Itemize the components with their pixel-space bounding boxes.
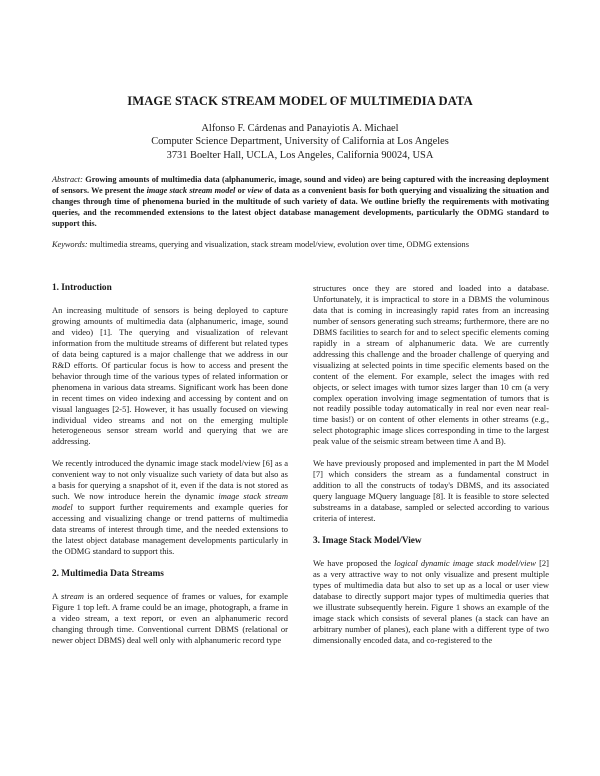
left-column	[52, 282, 288, 657]
paragraph-text: is an ordered sequence of frames or values, for example Figure 1 top left. A frame could be an image, photograph, a frame in a video stream, a text report, or even an alphanumeric record changing through time. Conventional current DBMS (relational or newer object DBMS) deal well only with alphanumeric record type	[52, 590, 288, 645]
section-heading-image-stack: 3. Image Stack Model/View	[313, 536, 422, 547]
paragraph-text: to support further requirements and example queries for accessing and visualizing change or trend patterns of multimedia data streams of interest through time, and the needed extensions to the latest object database management developments particularly in the ODMG standard to support this.	[52, 502, 288, 557]
abstract-emphasis: image stack stream model	[146, 186, 236, 196]
author-names: Alfonso F. Cárdenas and Panayiotis A. Michael	[201, 123, 399, 134]
abstract-label: Abstract:	[52, 175, 83, 184]
paragraph-emphasis: logical dynamic image stack model/view	[394, 558, 536, 569]
keywords-label: Keywords:	[52, 240, 88, 249]
paragraph-text: We have proposed the	[313, 558, 395, 569]
paragraph-emphasis: stream	[61, 590, 84, 601]
abstract-text: or	[235, 186, 248, 196]
keywords	[52, 239, 552, 250]
author-affiliation: Computer Science Department, University of California at Los Angeles	[151, 136, 449, 148]
paragraph	[52, 458, 288, 557]
abstract-emphasis: view	[247, 186, 263, 196]
keywords-text: multimedia streams, querying and visualization, stack stream model/view, evolution over time, ODMG extensions	[87, 240, 469, 249]
abstract-text: Growing amounts of multimedia data (alphanumeric, image, sound and video) are being captured with the increasing deployment of sensors. We present the	[52, 175, 549, 196]
paragraph	[52, 591, 288, 646]
right-column	[313, 283, 549, 657]
paragraph-emphasis: image stack stream model	[52, 491, 289, 513]
paragraph-text: We recently introduced the dynamic image stack model/view [6] as a convenient way to not only visualize such variety of data but also as a basis for querying a snapshot of it, even if the data is not stored as such. We now introduce herein the dynamic	[52, 458, 288, 502]
paragraph	[313, 558, 549, 646]
paragraph: We have previously proposed and implemented in part the M Model [7] which considers the stream as a fundamental construct in addition to all the constructs of today's DBMS, and its associated query language MQuery language [8]. It is feasible to store selected substreams in a database, sampled or selected according to various criteria of interest.	[313, 458, 549, 524]
section-heading-introduction: 1. Introduction	[52, 283, 112, 293]
author-address: 3731 Boelter Hall, UCLA, Los Angeles, California 90024, USA	[166, 149, 434, 161]
abstract	[52, 174, 549, 229]
paper-title: IMAGE STACK STREAM MODEL OF MULTIMEDIA DATA	[127, 94, 473, 108]
paragraph: An increasing multitude of sensors is being deployed to capture growing amounts of multimedia data (alphanumeric, image, sound and video) [1]. The querying and visualization of relevant information from the multitude streams of different but related types of data being captured is a major challenge that we address in our R&D efforts. Of particular focus is how to access and present the behavior through time of the various types of related information or phenomena in various data streams. Significant work has been done in recent times on video indexing and accessing by content and on visual languages [2-5]. However, it has usually focused on viewing individual video streams and not on the emerging multiple heterogeneous sensor stream world and querying that we are addressing.	[52, 305, 288, 447]
paragraph-text: [2] as a very attractive way to not only visualize and present multiple types of multimedia data but also to set up as a local or user view database to directly support major types of multimedia queries that we illustrate subsequently herein. Figure 1 shows an example of the image stack which consists of several planes (a stack can have an arbitrary number of planes), each plane with a different type of two dimensionally encoded data, and co-registered to the	[313, 558, 549, 645]
paragraph: structures once they are stored and loaded into a database. Unfortunately, it is impractical to store in a DBMS the voluminous data that is coming in increasingly rapid rates from an increasing number of sensors generating such streams; furthermore, there are no DBMS facilities to search for and to select specific elements coming rapidly in a stream of alphanumeric data. We are currently addressing this challenge and the broader challenge of querying and visualizing at selected points in time specific elements based on the content of the element. For example, select the images with red objects, or select images with tumor sizes larger than 10 cm (a very complex operation involving image segmentation of tumors that is not readily possible today automatically in real nor even near real-time basis!) or on content of other elements in other streams (e.g., select photographic image slices corresponding in time to the largest peak value of the seismic stream between time A and B).	[313, 283, 549, 447]
author-block	[0, 122, 600, 162]
abstract-text: of data as a convenient basis for both querying and visualizing the situation and changes through time of phenomena buried in the multitude of such variety of data. We outline briefly the requirements with motivating queries, and the recommended extensions to the latest object database management developments, particularly the ODMG standard to support this.	[52, 186, 549, 229]
section-heading-streams: 2. Multimedia Data Streams	[52, 568, 164, 579]
paragraph-text: A	[52, 590, 62, 601]
